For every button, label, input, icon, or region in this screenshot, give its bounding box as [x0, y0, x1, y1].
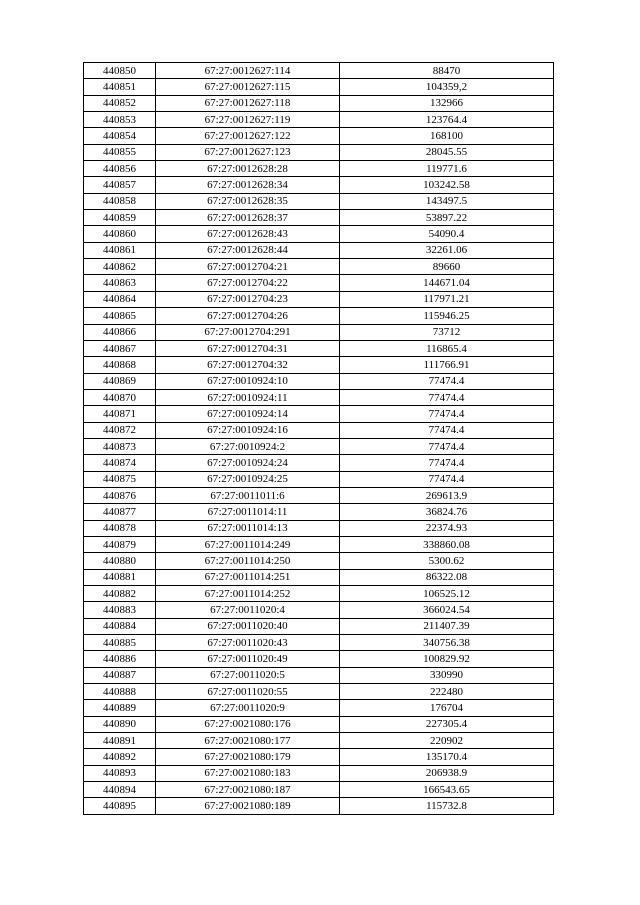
- table-row: [84, 553, 554, 569]
- row-number-cell: 440862: [84, 259, 156, 275]
- cadastral-number-cell: 67:27:0010924:24: [156, 455, 340, 471]
- table-row: [84, 438, 554, 454]
- cadastral-number-cell: 67:27:0010924:2: [156, 438, 340, 454]
- cadastral-number-cell: 67:27:0012628:37: [156, 210, 340, 226]
- table-row: [84, 308, 554, 324]
- cadastral-number-cell: 67:27:0012704:291: [156, 324, 340, 340]
- table-row: [84, 422, 554, 438]
- cadastral-number-cell: 67:27:0011014:251: [156, 569, 340, 585]
- cadastral-number-cell: 67:27:0010924:25: [156, 471, 340, 487]
- cadastral-number-cell: 67:27:0012627:114: [156, 63, 340, 79]
- row-number-cell: 440885: [84, 635, 156, 651]
- cadastral-number-cell: 67:27:0012704:31: [156, 340, 340, 356]
- value-cell: 132966: [340, 95, 554, 111]
- table-row: [84, 128, 554, 144]
- row-number-cell: 440895: [84, 798, 156, 814]
- value-cell: 115946.25: [340, 308, 554, 324]
- table-row: [84, 324, 554, 340]
- table-row: [84, 586, 554, 602]
- table-row: [84, 635, 554, 651]
- value-cell: 119771.6: [340, 161, 554, 177]
- table-row: [84, 733, 554, 749]
- row-number-cell: 440863: [84, 275, 156, 291]
- row-number-cell: 440880: [84, 553, 156, 569]
- row-number-cell: 440855: [84, 144, 156, 160]
- row-number-cell: 440866: [84, 324, 156, 340]
- cadastral-number-cell: 67:27:0012627:122: [156, 128, 340, 144]
- cadastral-number-cell: 67:27:0021080:176: [156, 716, 340, 732]
- value-cell: 330990: [340, 667, 554, 683]
- cadastral-number-cell: 67:27:0010924:10: [156, 373, 340, 389]
- value-cell: 135170.4: [340, 749, 554, 765]
- row-number-cell: 440884: [84, 618, 156, 634]
- table-row: [84, 291, 554, 307]
- cadastral-number-cell: 67:27:0011020:43: [156, 635, 340, 651]
- cadastral-number-cell: 67:27:0011020:40: [156, 618, 340, 634]
- cadastral-number-cell: 67:27:0021080:177: [156, 733, 340, 749]
- value-cell: 77474.4: [340, 389, 554, 405]
- value-cell: 89660: [340, 259, 554, 275]
- row-number-cell: 440877: [84, 504, 156, 520]
- value-cell: 77474.4: [340, 455, 554, 471]
- table-row: [84, 667, 554, 683]
- table-row: [84, 275, 554, 291]
- value-cell: 100829.92: [340, 651, 554, 667]
- table-row: [84, 389, 554, 405]
- cadastral-number-cell: 67:27:0011020:49: [156, 651, 340, 667]
- value-cell: 117971.21: [340, 291, 554, 307]
- value-cell: 103242.58: [340, 177, 554, 193]
- value-cell: 144671.04: [340, 275, 554, 291]
- cadastral-number-cell: 67:27:0012704:22: [156, 275, 340, 291]
- cadastral-number-cell: 67:27:0012628:34: [156, 177, 340, 193]
- table-row: [84, 700, 554, 716]
- value-cell: 220902: [340, 733, 554, 749]
- cadastral-value-table: [83, 62, 554, 815]
- value-cell: 115732.8: [340, 798, 554, 814]
- table-row: [84, 144, 554, 160]
- value-cell: 168100: [340, 128, 554, 144]
- table-row: [84, 242, 554, 258]
- row-number-cell: 440878: [84, 520, 156, 536]
- cadastral-number-cell: 67:27:0010924:11: [156, 389, 340, 405]
- row-number-cell: 440879: [84, 536, 156, 552]
- table-row: [84, 602, 554, 618]
- table-row: [84, 112, 554, 128]
- row-number-cell: 440865: [84, 308, 156, 324]
- row-number-cell: 440890: [84, 716, 156, 732]
- value-cell: 36824.76: [340, 504, 554, 520]
- cadastral-number-cell: 67:27:0012627:119: [156, 112, 340, 128]
- row-number-cell: 440869: [84, 373, 156, 389]
- value-cell: 176704: [340, 700, 554, 716]
- cadastral-number-cell: 67:27:0012704:23: [156, 291, 340, 307]
- row-number-cell: 440850: [84, 63, 156, 79]
- value-cell: 123764.4: [340, 112, 554, 128]
- row-number-cell: 440851: [84, 79, 156, 95]
- cadastral-number-cell: 67:27:0011014:249: [156, 536, 340, 552]
- cadastral-number-cell: 67:27:0011014:250: [156, 553, 340, 569]
- row-number-cell: 440891: [84, 733, 156, 749]
- cadastral-number-cell: 67:27:0012628:35: [156, 193, 340, 209]
- row-number-cell: 440872: [84, 422, 156, 438]
- table-row: [84, 406, 554, 422]
- cadastral-number-cell: 67:27:0011014:11: [156, 504, 340, 520]
- value-cell: 338860.08: [340, 536, 554, 552]
- row-number-cell: 440886: [84, 651, 156, 667]
- cadastral-number-cell: 67:27:0011020:55: [156, 684, 340, 700]
- row-number-cell: 440892: [84, 749, 156, 765]
- row-number-cell: 440876: [84, 487, 156, 503]
- row-number-cell: 440883: [84, 602, 156, 618]
- table-row: [84, 569, 554, 585]
- table-row: [84, 504, 554, 520]
- value-cell: 28045.55: [340, 144, 554, 160]
- cadastral-number-cell: 67:27:0012704:32: [156, 357, 340, 373]
- table-row: [84, 536, 554, 552]
- cadastral-number-cell: 67:27:0011011:6: [156, 487, 340, 503]
- row-number-cell: 440853: [84, 112, 156, 128]
- cadastral-number-cell: 67:27:0012627:118: [156, 95, 340, 111]
- table-row: [84, 340, 554, 356]
- row-number-cell: 440873: [84, 438, 156, 454]
- table-row: [84, 520, 554, 536]
- value-cell: 22374.93: [340, 520, 554, 536]
- value-cell: 106525.12: [340, 586, 554, 602]
- table-body: [84, 63, 554, 815]
- value-cell: 5300.62: [340, 553, 554, 569]
- cadastral-number-cell: 67:27:0012627:115: [156, 79, 340, 95]
- cadastral-number-cell: 67:27:0012704:26: [156, 308, 340, 324]
- value-cell: 77474.4: [340, 438, 554, 454]
- row-number-cell: 440894: [84, 782, 156, 798]
- cadastral-number-cell: 67:27:0010924:14: [156, 406, 340, 422]
- table-row: [84, 210, 554, 226]
- value-cell: 340756.38: [340, 635, 554, 651]
- table-row: [84, 63, 554, 79]
- table-row: [84, 716, 554, 732]
- table-row: [84, 471, 554, 487]
- value-cell: 73712: [340, 324, 554, 340]
- table-row: [84, 226, 554, 242]
- cadastral-number-cell: 67:27:0011020:5: [156, 667, 340, 683]
- value-cell: 116865.4: [340, 340, 554, 356]
- row-number-cell: 440874: [84, 455, 156, 471]
- value-cell: 86322.08: [340, 569, 554, 585]
- row-number-cell: 440856: [84, 161, 156, 177]
- value-cell: 211407.39: [340, 618, 554, 634]
- value-cell: 143497.5: [340, 193, 554, 209]
- row-number-cell: 440893: [84, 765, 156, 781]
- row-number-cell: 440875: [84, 471, 156, 487]
- cadastral-number-cell: 67:27:0012628:44: [156, 242, 340, 258]
- cadastral-number-cell: 67:27:0012628:43: [156, 226, 340, 242]
- table-row: [84, 161, 554, 177]
- value-cell: 111766.91: [340, 357, 554, 373]
- value-cell: 166543.65: [340, 782, 554, 798]
- table-row: [84, 95, 554, 111]
- table-row: [84, 798, 554, 814]
- cadastral-number-cell: 67:27:0012704:21: [156, 259, 340, 275]
- row-number-cell: 440859: [84, 210, 156, 226]
- table-row: [84, 79, 554, 95]
- value-cell: 88470: [340, 63, 554, 79]
- cadastral-number-cell: 67:27:0011014:252: [156, 586, 340, 602]
- cadastral-number-cell: 67:27:0021080:179: [156, 749, 340, 765]
- row-number-cell: 440881: [84, 569, 156, 585]
- table-row: [84, 373, 554, 389]
- value-cell: 77474.4: [340, 422, 554, 438]
- value-cell: 77474.4: [340, 373, 554, 389]
- row-number-cell: 440889: [84, 700, 156, 716]
- cadastral-number-cell: 67:27:0011020:9: [156, 700, 340, 716]
- row-number-cell: 440858: [84, 193, 156, 209]
- row-number-cell: 440864: [84, 291, 156, 307]
- cadastral-number-cell: 67:27:0021080:183: [156, 765, 340, 781]
- cadastral-number-cell: 67:27:0011020:4: [156, 602, 340, 618]
- value-cell: 53897.22: [340, 210, 554, 226]
- table-row: [84, 487, 554, 503]
- row-number-cell: 440887: [84, 667, 156, 683]
- row-number-cell: 440882: [84, 586, 156, 602]
- row-number-cell: 440854: [84, 128, 156, 144]
- value-cell: 77474.4: [340, 406, 554, 422]
- row-number-cell: 440857: [84, 177, 156, 193]
- row-number-cell: 440888: [84, 684, 156, 700]
- cadastral-number-cell: 67:27:0021080:189: [156, 798, 340, 814]
- table-row: [84, 782, 554, 798]
- table-row: [84, 651, 554, 667]
- row-number-cell: 440860: [84, 226, 156, 242]
- table-row: [84, 749, 554, 765]
- cadastral-number-cell: 67:27:0021080:187: [156, 782, 340, 798]
- row-number-cell: 440870: [84, 389, 156, 405]
- table-row: [84, 455, 554, 471]
- value-cell: 32261.06: [340, 242, 554, 258]
- value-cell: 77474.4: [340, 471, 554, 487]
- value-cell: 269613.9: [340, 487, 554, 503]
- cadastral-number-cell: 67:27:0012628:28: [156, 161, 340, 177]
- table-row: [84, 177, 554, 193]
- table-row: [84, 193, 554, 209]
- table-row: [84, 684, 554, 700]
- value-cell: 206938.9: [340, 765, 554, 781]
- table-row: [84, 765, 554, 781]
- table-row: [84, 618, 554, 634]
- table-row: [84, 259, 554, 275]
- cadastral-number-cell: 67:27:0012627:123: [156, 144, 340, 160]
- cadastral-number-cell: 67:27:0010924:16: [156, 422, 340, 438]
- value-cell: 366024.54: [340, 602, 554, 618]
- table-row: [84, 357, 554, 373]
- row-number-cell: 440852: [84, 95, 156, 111]
- value-cell: 222480: [340, 684, 554, 700]
- value-cell: 104359,2: [340, 79, 554, 95]
- row-number-cell: 440861: [84, 242, 156, 258]
- row-number-cell: 440868: [84, 357, 156, 373]
- row-number-cell: 440871: [84, 406, 156, 422]
- row-number-cell: 440867: [84, 340, 156, 356]
- cadastral-number-cell: 67:27:0011014:13: [156, 520, 340, 536]
- value-cell: 54090.4: [340, 226, 554, 242]
- value-cell: 227305.4: [340, 716, 554, 732]
